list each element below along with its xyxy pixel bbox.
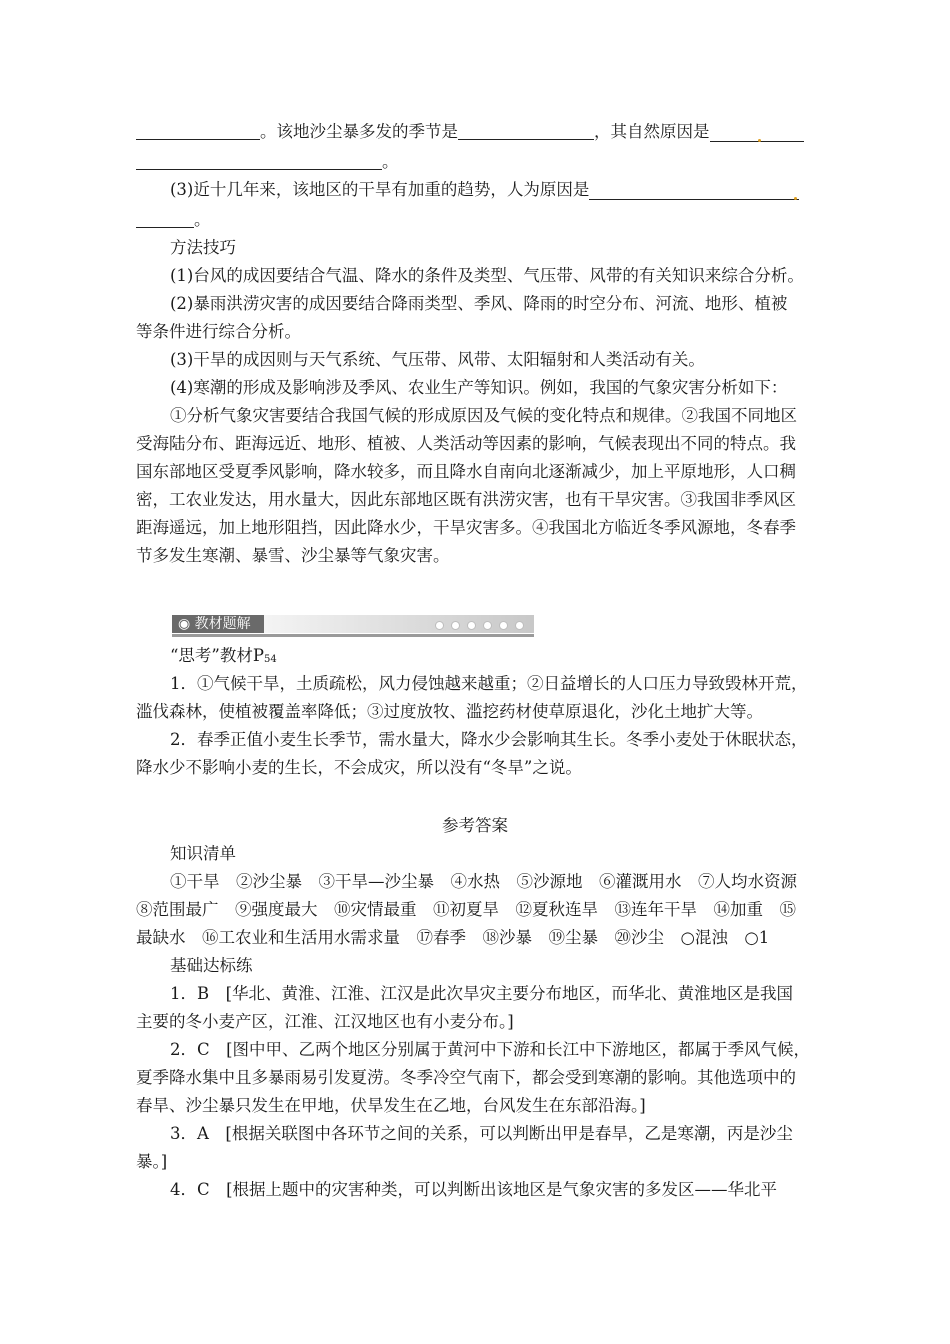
answer-blank (136, 121, 260, 140)
paragraph-line: ①分析气象灾害要结合我国气候的形成原因及气候的变化特点和规律。②我国不同地区 (170, 406, 797, 425)
page-subscript: 54 (263, 654, 277, 665)
method-item: (3)干旱的成因则与天气系统、气压带、风带、太阳辐射和人类活动有关。 (170, 350, 705, 369)
mark-dot (794, 197, 797, 200)
section-banner-bar (264, 615, 534, 633)
paragraph-line: 距海遥远，加上地形阻挡，因此降水少，干旱灾害多。④我国北方临近冬季风源地，冬春季 (136, 518, 796, 537)
answer-line: 2．C [图中甲、乙两个地区分别属于黄河中下游和长江中下游地区，都属于季风气候， (170, 1040, 811, 1059)
question-line-1 (136, 120, 820, 144)
method-item: (1)台风的成因要结合气温、降水的条件及类型、气压带、风带的有关知识来综合分析。 (170, 266, 804, 285)
question-text: ，其自然原因是 (594, 122, 710, 141)
think-heading (170, 644, 820, 672)
method-item: 等条件进行综合分析。 (136, 322, 301, 341)
answer-blank (458, 121, 594, 140)
section-banner (172, 613, 534, 637)
answer-line: 主要的冬小麦产区，江淮、江汉地区也有小麦分布。] (136, 1012, 514, 1031)
answer-line: 4．C [根据上题中的灾害种类，可以判断出该地区是气象灾害的多发区——华北平 (170, 1180, 778, 1199)
answer-line: 3．A [根据关联图中各环节之间的关系，可以判断出甲是春旱，乙是寒潮，丙是沙尘 (170, 1124, 793, 1143)
paragraph-line: 密，工农业发达，用水量大，因此东部地区既有洪涝灾害，也有干旱灾害。③我国非季风区 (136, 490, 796, 509)
reference-answer-title: 参考答案 (442, 816, 508, 835)
knowledge-line: ①干旱 ②沙尘暴 ③干旱—沙尘暴 ④水热 ⑤沙源地 ⑥灌溉用水 ⑦人均水资源 (170, 872, 797, 891)
answer-line: 1．B [华北、黄淮、江淮、江汉是此次旱灾主要分布地区，而华北、黄淮地区是我国 (170, 984, 794, 1003)
knowledge-line: 最缺水 ⑯工农业和生活用水需求量 ⑰春季 ⑱沙暴 ⑲尘暴 ⑳沙尘 ○混浊 ○1 (136, 928, 770, 947)
answer-line: 1．①气候干旱，土质疏松，风力侵蚀越来越重；②日益增长的人口压力导致毁林开荒， (170, 674, 808, 693)
question-text: 。该地沙尘暴多发的季节是 (260, 122, 458, 141)
paragraph-line: 节多发生寒潮、暴雪、沙尘暴等气象灾害。 (136, 546, 450, 565)
think-text: “思考”教材P (170, 646, 264, 665)
answer-line: 2．春季正值小麦生长季节，需水量大，降水少会影响其生长。冬季小麦处于休眠状态， (170, 730, 808, 749)
knowledge-title: 知识清单 (170, 844, 236, 863)
question-text: 。 (382, 152, 399, 171)
method-item: (2)暴雨洪涝灾害的成因要结合降雨类型、季风、降雨的时空分布、河流、地形、植被 (170, 294, 788, 313)
answer-line: 夏季降水集中且多暴雨易引发夏涝。冬季冷空气南下，都会受到寒潮的影响。其他选项中的 (136, 1068, 796, 1087)
paragraph-line: 受海陆分布、距海远近、地形、植被、人类活动等因素的影响，气候表现出不同的特点。我 (136, 434, 796, 453)
answer-line: 降水少不影响小麦的生长，不会成灾，所以没有“冬旱”之说。 (136, 758, 582, 777)
answer-line: 春旱、沙尘暴只发生在甲地，伏旱发生在乙地，台风发生在东部沿海。] (136, 1096, 646, 1115)
answer-blank (589, 181, 799, 200)
answer-blank (710, 123, 804, 142)
section-banner-label: ◉ 教材题解 (172, 615, 264, 633)
question-text: (3)近十几年来，该地区的干旱有加重的趋势，人为原因是 (170, 180, 590, 199)
question-text: 。 (194, 210, 211, 229)
banner-underline (172, 634, 534, 637)
basic-practice-title: 基础达标练 (170, 956, 253, 975)
question-line-2 (136, 150, 820, 174)
method-title: 方法技巧 (170, 238, 236, 257)
method-item: (4)寒潮的形成及影响涉及季风、农业生产等知识。例如，我国的气象灾害分析如下： (170, 378, 788, 397)
banner-dots (435, 621, 524, 630)
question-line-3 (170, 178, 820, 202)
answer-blank (136, 209, 194, 228)
knowledge-line: ⑧范围最广 ⑨强度最大 ⑩灾情最重 ⑪初夏旱 ⑫夏秋连旱 ⑬连年干旱 ⑭加重 ⑮ (136, 900, 796, 919)
answer-blank (136, 151, 382, 170)
answer-line: 滥伐森林，使植被覆盖率降低；③过度放牧、滥挖药材使草原退化，沙化土地扩大等。 (136, 702, 763, 721)
mark-dot (758, 139, 761, 142)
answer-line: 暴。] (136, 1152, 168, 1171)
paragraph-line: 国东部地区受夏季风影响，降水较多，而且降水自南向北逐渐减少，加上平原地形，人口稠 (136, 462, 796, 481)
question-line-4 (136, 208, 820, 232)
